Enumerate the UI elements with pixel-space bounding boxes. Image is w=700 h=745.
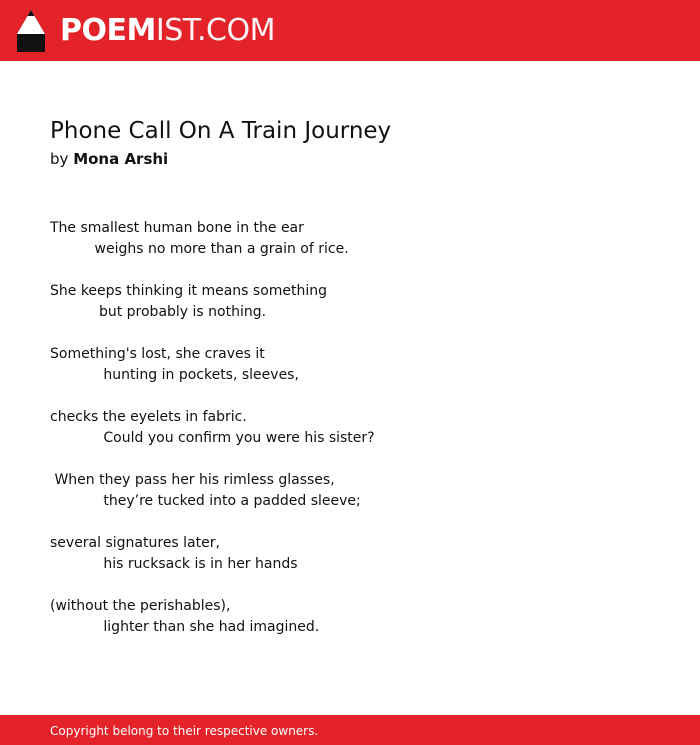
author-link[interactable]: Mona Arshi [73, 150, 169, 168]
poem-line: several signatures later, [50, 535, 220, 551]
poem-line: The smallest human bone in the ear [50, 220, 304, 236]
poem-line: When they pass her his rimless glasses, [50, 472, 335, 488]
stanza-1 [50, 218, 650, 260]
by-label: by [50, 150, 69, 168]
site-logo-link[interactable] [16, 8, 275, 54]
poem-line: checks the eyelets in fabric. [50, 409, 247, 425]
copyright-text: Copyright belong to their respective owners. [50, 724, 319, 738]
poem-line: (without the perishables), [50, 598, 231, 614]
logo-wordmark [60, 13, 275, 48]
poem-body [50, 218, 650, 659]
site-header [0, 0, 700, 61]
stanza-4 [50, 407, 650, 449]
site-footer [0, 715, 700, 745]
stanza-7 [50, 596, 650, 638]
poem-line: Could you confirm you were his sister? [50, 430, 375, 446]
poem-line: his rucksack is in her hands [50, 556, 298, 572]
stanza-2 [50, 281, 650, 323]
poem-line: hunting in pockets, sleeves, [50, 367, 299, 383]
poem-line: She keeps thinking it means something [50, 283, 328, 299]
stanza-3 [50, 344, 650, 386]
poem-line: lighter than she had imagined. [50, 619, 320, 635]
poem-line: they’re tucked into a padded sleeve; [50, 493, 361, 509]
poem-byline [50, 148, 168, 170]
poem-title: Phone Call On A Train Journey [50, 118, 392, 144]
poem-line: weighs no more than a grain of rice. [50, 241, 349, 257]
poem-line: but probably is nothing. [50, 304, 267, 320]
pencil-icon [16, 9, 46, 53]
logo-bold-text: POEM [60, 13, 156, 48]
logo-light-text: IST.COM [155, 13, 275, 48]
stanza-5 [50, 470, 650, 512]
poem-line: Something's lost, she craves it [50, 346, 265, 362]
stanza-6 [50, 533, 650, 575]
